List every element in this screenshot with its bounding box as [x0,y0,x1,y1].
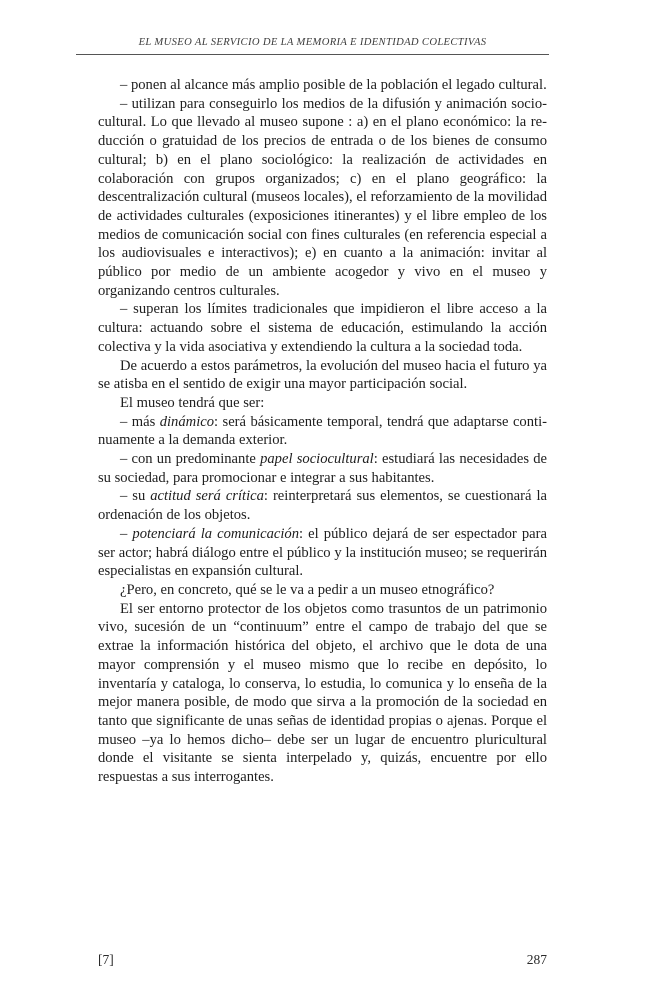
paragraph-7-rest: : estudiará las necesidades de su sociedad, para promocionar e integrar a sus habitantes. [98,451,548,486]
paragraph-7-prefix: – con un predominante [120,451,261,468]
paragraph-8-rest: : reinterpretará sus elementos, se cuestionará la ordenación de los objetos. [98,488,547,524]
paragraph-9 [98,525,547,581]
header-rule [76,54,549,55]
running-header: EL MUSEO AL SERVICIO DE LA MEMORIA E IDENTIDAD COLECTIVAS [138,37,487,48]
chapter-marker: [7] [98,952,114,967]
paragraph-7-term: papel sociocultural [260,451,374,468]
paragraph-4: De acuerdo a estos parámetros, la evolución del museo hacia el futuro ya se atisba en el sentido de exigir una mayor participación social. [98,357,547,393]
paragraph-8-term: actitud será crítica [150,488,264,505]
paragraph-8-prefix: – su [120,488,151,505]
paragraph-6-term: dinámico [159,413,215,430]
paragraph-11: El ser entorno protector de los objetos como trasuntos de un patrimonio vivo, sucesión de un “continuum” entre el campo de trabajo del que se extrae la información histórica del objeto, el archivo que le dota de una mayor comprensión y el museo mismo que lo recibe en depósito, lo inventaría y cataloga, lo conserva, lo estudia, lo comunica y lo enseña de la mejor manera posible, de modo que sirva a la promoción de la sociedad en tanto que significante de unas señas de identidad propias o ajenas. Porque el museo –ya lo hemos dicho– debe ser un lugar de encuentro pluricultural donde el visitante se sienta interpelado y, quizás, encuentre por ello respuestas a sus interrogantes. [98,600,547,786]
paragraph-9-term: potenciará la comunicación [132,525,300,542]
paragraph-6-prefix: – más [120,413,160,430]
paragraph-6-rest: : será básicamente temporal, tendrá que adaptarse continuamente a la demanda exterior. [98,413,547,449]
paragraph-8 [98,487,547,524]
paragraph-1: – ponen al alcance más amplio posible de la población el legado cultural. [120,77,547,93]
paragraph-5: El museo tendrá que ser: [120,394,265,411]
paragraph-2: – utilizan para conseguirlo los medios de la difusión y animación sociocultural. Lo que llevado al museo supone : a) en el plano económico: la reducción o gratuidad de los precios de entrada o de los bienes de consumo cultural; b) en el plano sociológico: la realización de actividades en colaboración con grupos organizados; c) en el plano geográfico: la descentralización cultural (museos locales), el reforzamiento de la movilidad de actividades culturales (exposiciones itinerantes) y el libre empleo de los medios de comunicación social con fines culturales (en referencia especial a los audiovisuales e interactivos); e) en cuanto a la animación: invitar al público por medio de un ambiente acogedor y vivo en el museo y organizando centros culturales. [98,95,547,299]
paragraph-10: ¿Pero, en concreto, qué se le va a pedir a un museo etnográfico? [120,581,495,598]
paragraph-9-rest: : el público dejará de ser espectador para ser actor; habrá diálogo entre el público y la institución museo; se requerirán especialistas en expansión cultural. [98,525,547,580]
paragraph-9-prefix: – [120,525,133,542]
page-number: 287 [526,952,547,967]
paragraph-7 [98,450,547,487]
paragraph-3: – superan los límites tradicionales que impidieron el libre acceso a la cultura: actuando sobre el sistema de educación, estimulando la acción colectiva y la vida asociativa y extendiendo la cultura a la sociedad toda. [98,301,547,355]
paragraph-6 [98,413,547,450]
body-text [98,76,547,787]
